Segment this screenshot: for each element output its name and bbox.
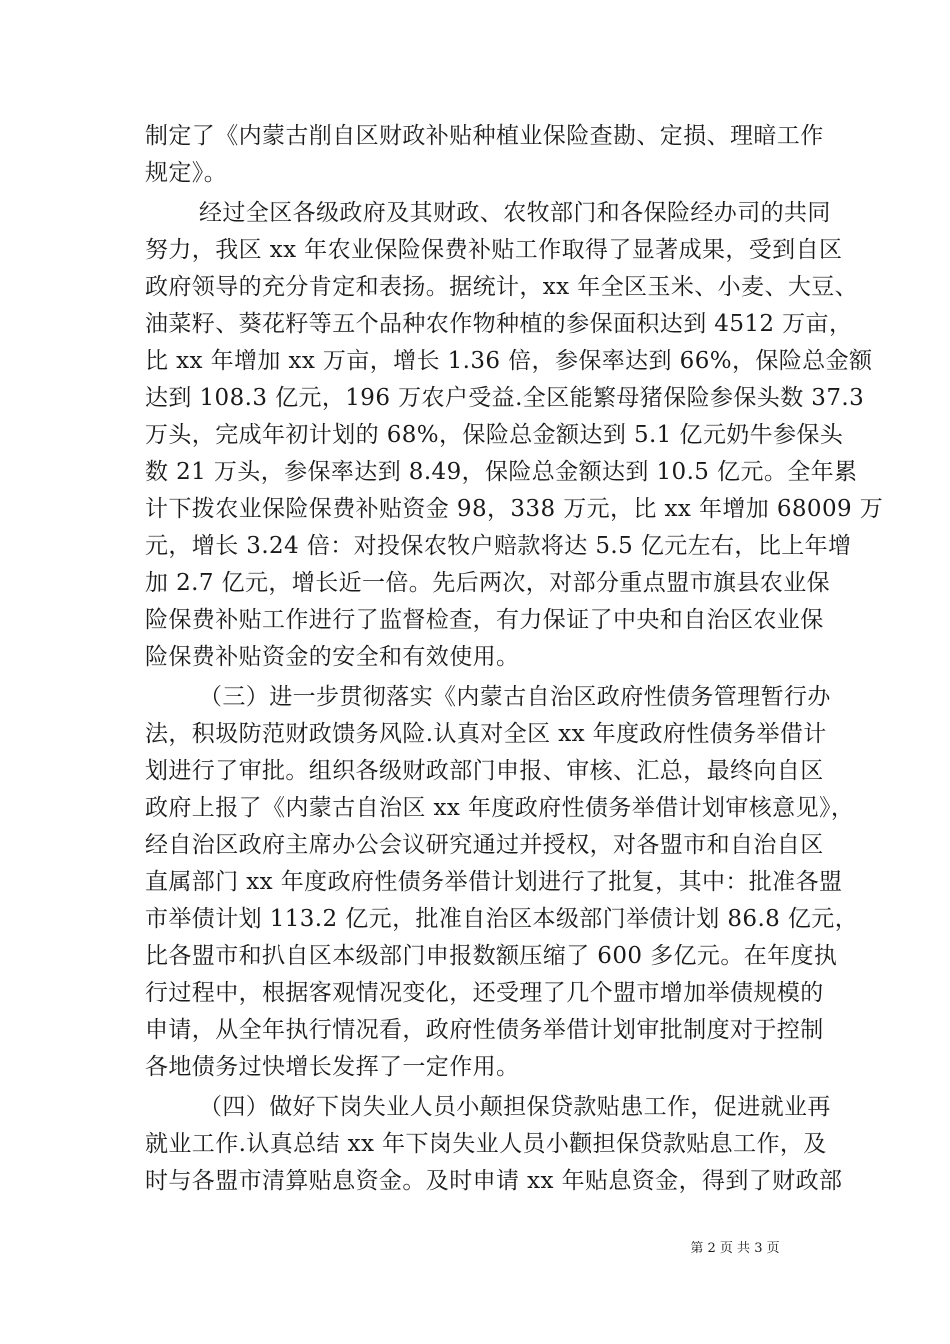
text-line: 行过程中，根据客观情况变化，还受理了几个盟市增加举债规模的 — [145, 980, 824, 1006]
page-number: 第 2 页 共 3 页 — [690, 1241, 780, 1256]
text-line: 险保费补贴资金的安全和有效使用。 — [145, 644, 520, 670]
text-line: 制定了《内蒙古削自区财政补贴种植业保险查勘、定损、理暗工作 — [145, 123, 824, 149]
text-line: 政府领导的充分肯定和表扬。据统计，xx 年全区玉米、小麦、大豆、 — [145, 274, 859, 300]
text-line: 油菜籽、葵花籽等五个品种农作物种植的参保面积达到 4512 万亩， — [145, 311, 853, 337]
text-line: 加 2.7 亿元，增长近一倍。先后两次，对部分重点盟市旗县农业保 — [145, 570, 830, 596]
text-line: 万头，完成年初计划的 68%，保险总金额达到 5.1 亿元奶牛参保头 — [145, 422, 844, 448]
text-line: 市举债计划 113.2 亿元，批准自治区本级部门举债计划 86.8 亿元， — [145, 906, 859, 932]
paragraph-start-line: （四）做好下岗失业人员小颠担保贷款贴患工作，促进就业再 — [199, 1094, 831, 1120]
text-line: 划进行了审批。组织各级财政部门申报、审核、汇总，最终向自区 — [145, 758, 824, 784]
text-line: 比 xx 年增加 xx 万亩，增长 1.36 倍，参保率达到 66%，保险总金额 — [145, 348, 873, 374]
text-line: 数 21 万头，参保率达到 8.49，保险总金额达到 10.5 亿元。全年累 — [145, 459, 858, 485]
text-line: 法，积圾防范财政馈务风险.认真对全区 xx 年度政府性债务举借计 — [145, 721, 827, 747]
text-line: 经自治区政府主席办公会议研究通过并授权，对各盟市和自治自区 — [145, 832, 824, 858]
paragraph-start-line: （三）进一步贯彻落实《内蒙古自治区政府性债务管理暂行办 — [199, 684, 831, 710]
text-line: 规定》。 — [145, 160, 228, 186]
text-line: 各地债务过快增长发挥了一定作用。 — [145, 1054, 520, 1080]
text-line: 直属部门 xx 年度政府性债务举借计划进行了批复，其中：批准各盟 — [145, 869, 843, 895]
text-line: 时与各盟市清算贴息资金。及时申请 xx 年贴息资金，得到了财政部 — [145, 1168, 843, 1194]
text-line: 达到 108.3 亿元，196 万农户受益.全区能繁母猪保险参保头数 37.3 — [145, 385, 865, 411]
text-line: 元，增长 3.24 倍：对投保农牧户赔款将达 5.5 亿元左右，比上年增 — [145, 533, 852, 559]
text-line: 就业工作.认真总结 xx 年下岗失业人员小颧担保贷款贴息工作，及 — [145, 1131, 827, 1157]
text-line: 政府上报了《内蒙古自治区 xx 年度政府性债务举借计划审核意见》， — [145, 795, 855, 821]
text-line: 比各盟市和扒自区本级部门申报数额压缩了 600 多亿元。在年度执 — [145, 943, 838, 969]
text-line: 努力，我区 xx 年农业保险保费补贴工作取得了显著成果，受到自区 — [145, 237, 843, 263]
paragraph-start-line: 经过全区各级政府及其财政、农牧部门和各保险经办司的共同 — [199, 200, 831, 226]
text-line: 计下拨农业保险保费补贴资金 98，338 万元，比 xx 年增加 68009 万 — [145, 496, 884, 522]
text-line: 险保费补贴工作进行了监督检查，有力保证了中央和自治区农业保 — [145, 607, 824, 633]
text-line: 申请，从全年执行情况看，政府性债务举借计划审批制度对于控制 — [145, 1017, 824, 1043]
